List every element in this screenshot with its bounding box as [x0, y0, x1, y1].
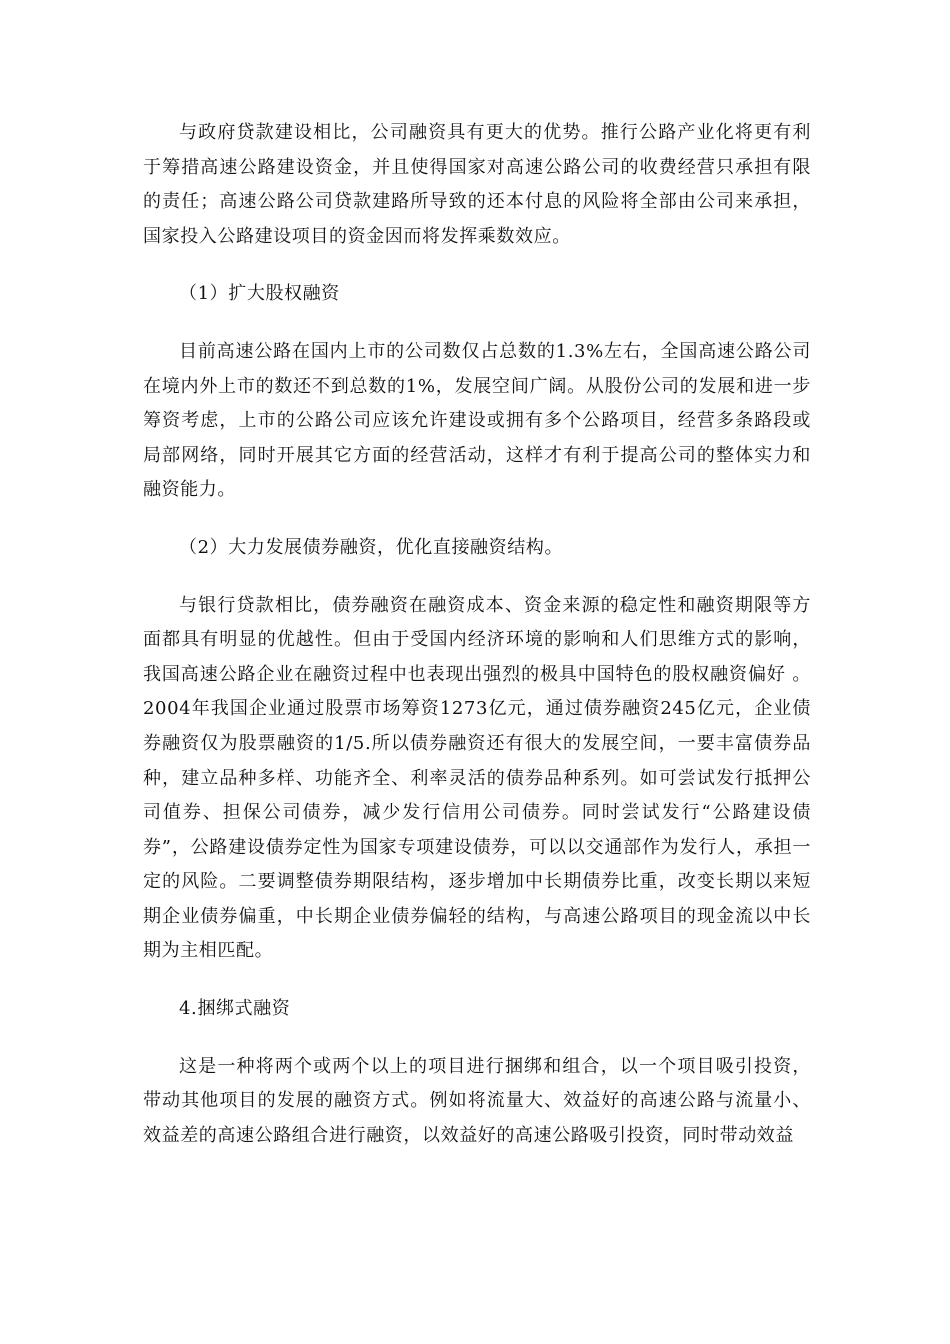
- paragraph-bundled-financing-details: 这是一种将两个或两个以上的项目进行捆绑和组合，以一个项目吸引投资，带动其他项目的发展的融资方式。例如将流量大、效益好的高速公路与流量小、效益差的高速公路组合进行融资，以效益好的高速公路吸引投资，同时带动效益: [143, 1055, 811, 1146]
- paragraph-company-financing-advantage: 与政府贷款建设相比，公司融资具有更大的优势。推行公路产业化将更有利于筹措高速公路建设资金，并且使得国家对高速公路公司的收费经营只承担有限的责任；高速公路公司贷款建路所导致的还本付息的风险将全部由公司来承担，国家投入公路建设项目的资金因而将发挥乘数效应。: [143, 122, 811, 247]
- heading-bond-financing: （2）大力发展债券融资，优化直接融资结构。: [179, 536, 564, 558]
- heading-bundled-financing: 4.捆绑式融资: [179, 998, 291, 1020]
- document-body: [143, 116, 811, 1176]
- paragraph-listed-companies: 目前高速公路在国内上市的公司数仅占总数的1.3%左右，全国高速公路公司在境内外上市的数还不到总数的1%，发展空间广阔。从股份公司的发展和进一步筹资考虑，上市的公路公司应该允许建设或拥有多个公路项目，经营多条路段或局部网络，同时开展其它方面的经营活动，这样才有利于提高公司的整体实力和融资能力。: [143, 340, 811, 501]
- heading-expand-equity-financing: （1）扩大股权融资: [179, 283, 340, 305]
- paragraph-bond-financing-details: 与银行贷款相比，债券融资在融资成本、资金来源的稳定性和融资期限等方面都具有明显的优越性。但由于受国内经济环境的影响和人们思维方式的影响，我国高速公路企业在融资过程中也表现出强烈的极具中国特色的股权融资偏好 。2004年我国企业通过股票市场筹资1273亿元，通过债券融资245亿元，企业债券融资仅为股票融资的1/5.所以债券融资还有很大的发展空间，一要丰富债券品种，建立品种多样、功能齐全、利率灵活的债券品种系列。如可尝试发行抵押公司值券、担保公司债券，减少发行信用公司债券。同时尝试发行“公路建设债券”，公路建设债券定性为国家专项建设债券，可以以交通部作为发行人，承担一定的风险。二要调整债券期限结构，逐步增加中长期债券比重，改变长期以来短期企业债券偏重，中长期企业债券偏轻的结构，与高速公路项目的现金流以中长期为主相匹配。: [143, 594, 811, 962]
